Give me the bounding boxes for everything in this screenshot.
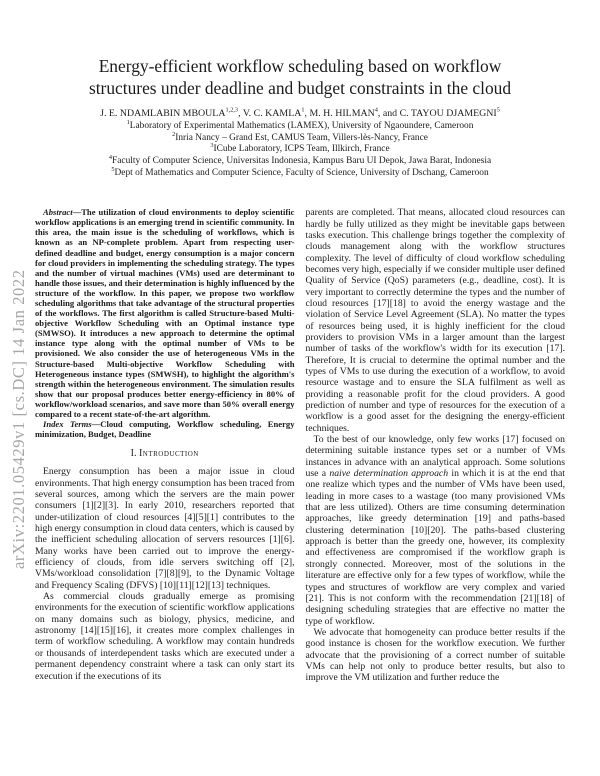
affiliation-number: 3: [210, 142, 214, 150]
affiliation-text: Laboratory of Experimental Mathematics (LAMEX), University of Ngaoundere, Cameroon: [129, 121, 474, 132]
abstract-text: —The utilization of cloud environments to deploy scientific workflow applications is an emerging trend in scientific community. In this area, the main issue is the scheduling of workflows, which is known as an NP-complete problem. Apart from respecting user-defined deadline and budget, energy consumption is a major concern for cloud providers in implementing the scheduling strategy. The types and the number of virtual machines (VMs) used are determinant to handle those issues, and their determination is highly influenced by the structure of the workflow. In this paper, we propose two workflow scheduling algorithms that take advantage of the structural properties of the workflows. The first algorithm is called Structure-based Multi-objective Workflow Scheduling with an Optimal instance type (SMWSO). It introduces a new approach to determine the optimal instance type along with the optimal number of VMs to be provisioned. We also consider the use of heterogeneous VMs in the Structure-based Multi-objective Workflow Scheduling with Heterogeneous instance types (SMWSH), to highlight the algorithm's strength within the heterogeneous environment. The simulation results show that our proposal produces better energy-efficiency in 80% of workflow/workload scenarios, and save more than 50% overall energy compared to a recent state-of-the-art algorithm.: [35, 207, 295, 420]
author-affiliation-marker: 1: [301, 106, 305, 114]
affiliation-line: [35, 121, 565, 133]
affiliation-number: 5: [111, 165, 115, 173]
affiliation-line: [35, 144, 565, 156]
author-affiliation-marker: 5: [496, 106, 500, 114]
index-terms-text: —Cloud computing, Workflow scheduling, Energy minimization, Budget, Deadline: [35, 419, 295, 440]
paragraph-text: in which it is at the end that one realize which types and the number of VMs have been used, leading in more cases to a wastage (too many provisioned VMs that are less utilized). Others are time consuming determination approaches, like greedy determination [19] and paths-based clustering determination [10][20]. The paths-based clustering approach is better than the greedy one, however, its complexity and effectiveness are compromised if the workflow graph is strongly connected. Moreover, most of the solutions in the literature are effective only for a few types of workflow, while the types and structures of workflow are very complex and varied [21]. This is not conform with the recommendation [21][18] of designing scheduling strategies that are effective no matter the type of workflow.: [305, 468, 565, 627]
intro-paragraph-2: As commercial clouds gradually emerge as promising environments for the execution of scientific workflow applications on many domains such as biology, physics, medicine, and astronomy [14][15][16], it creates more complex challenges in term of workflow scheduling. A workflow may contain hundreds or thousands of interdependent tasks which are executed under a permanent dependency constraint where a task can only start its execution if the executions of its: [35, 591, 295, 682]
index-terms-label: Index Terms: [43, 419, 92, 430]
intro-paragraph-3: [306, 434, 566, 627]
affiliation-text: Dept of Mathematics and Computer Science, Faculty of Science, University of Dschang, Cameroon: [114, 167, 489, 178]
affiliation-line: [35, 165, 565, 180]
intro-paragraph-4: We advocate that homogeneity can produce better results if the good instance is chosen for the workflow execution. We further advocate that the provisioning of a correct number of suitable VMs can help not only to produce better results, but also to improve the VM utilization and further reduce the: [305, 626, 565, 684]
intro-paragraph-2-continued: parents are completed. That means, allocated cloud resources can hardly be fully utilized as they might be inevitable gaps between tasks execution. This challenge brings together the complexity of clouds management along with the workflow structures complexity. The level of difficulty of cloud workflow scheduling becomes very high, especially if we consider multiple user defined Quality of Service (QoS) parameters (e.g., deadline, cost). It is very important to correctly determine the types and the number of cloud resources [17][18] to avoid the energy wastage and the violation of Service Level Agreement (SLA). No matter the types of resources being used, it is highly inefficient for the cloud providers to provision VMs in a larger amount than the largest number of tasks of the workflow's width for its execution [17]. Therefore, It is crucial to determine the optimal number and the types of VMs to use during the execution of a workflow, to avoid resource wastage and to ensure the SLA fulfilment as well as providing a reasonable profit for the cloud providers. A good prediction of number and type of resources for the execution of a workflow is a good asset for the designing the energy-efficient techniques.: [305, 207, 565, 434]
author-separator: , and: [377, 108, 400, 120]
left-column: [35, 207, 295, 683]
author: [238, 108, 304, 119]
author-affiliation-marker: 4: [374, 106, 378, 114]
affiliation-number: 2: [172, 130, 176, 138]
affiliation-line: [35, 130, 565, 145]
section-number: I.: [130, 448, 137, 460]
affiliation-text: ICube Laboratory, ICPS Team, Illkirch, France: [213, 144, 390, 155]
arxiv-watermark: arXiv:2201.05429v1 [cs.DC] 14 Jan 2022: [9, 269, 28, 569]
author: [305, 108, 378, 119]
paragraph-text: To the best of our knowledge, only few works [17] focused on determining suitable instance types set or a number of VMs instances in advance with an analytical approach. Some solutions use a: [305, 434, 565, 480]
author-separator: ,: [304, 108, 310, 120]
affiliation-number: 1: [126, 119, 130, 127]
author-line: [35, 108, 565, 120]
author-name: V. C. KAMLA: [242, 108, 302, 120]
abstract-paragraph: [35, 207, 295, 419]
affiliation-text: Inria Nancy – Grand Est, CAMUS Team, Villers-lès-Nancy, France: [175, 132, 428, 143]
right-column: [306, 207, 566, 683]
author-separator: ,: [238, 108, 243, 120]
italic-phrase: naive determination approach: [329, 468, 449, 480]
author-affiliation-marker: 1,2,3: [225, 106, 239, 114]
paper-title: Energy-efficient workflow scheduling based on workflow structures under deadline and budget constraints in the cloud: [88, 56, 512, 98]
two-column-body: [35, 207, 565, 683]
author-name: J. E. NDAMLABIN MBOULA: [100, 108, 226, 120]
abstract-label: Abstract: [43, 207, 73, 218]
affiliation-number: 4: [108, 153, 113, 161]
section-heading-introduction: [35, 448, 295, 460]
affiliations-block: [35, 121, 565, 179]
author-name: C. TAYOU DJAMEGNI: [399, 108, 497, 120]
section-title: Introduction: [138, 448, 199, 460]
author-name: M. H. HILMAN: [309, 108, 375, 120]
affiliation-text: Faculty of Computer Science, Universitas Indonesia, Kampus Baru UI Depok, Jawa Barat, Indonesia: [112, 155, 492, 166]
intro-paragraph-1: Energy consumption has been a major issue in cloud environments. That high energy consumption has been traced from several sources, among which the servers are the main power consumers [1][2][3]. In early 2010, researchers reported that under-utilization of cloud resources [4][5][1] contributes to the high energy consumption in cloud data centers, which is caused by the inefficient scheduling allocation of servers resources [1][6]. Many works have been carried out to improve the energy-efficiency of clouds, from idle servers switching off [2], VMs/workload consolidation [7][8][9], to the Dynamic Voltage and Frequency Scaling (DFVS) [10][11][12][13] techniques.: [35, 466, 295, 591]
author: [100, 108, 238, 119]
author: [378, 108, 500, 119]
index-terms-paragraph: [35, 419, 295, 439]
